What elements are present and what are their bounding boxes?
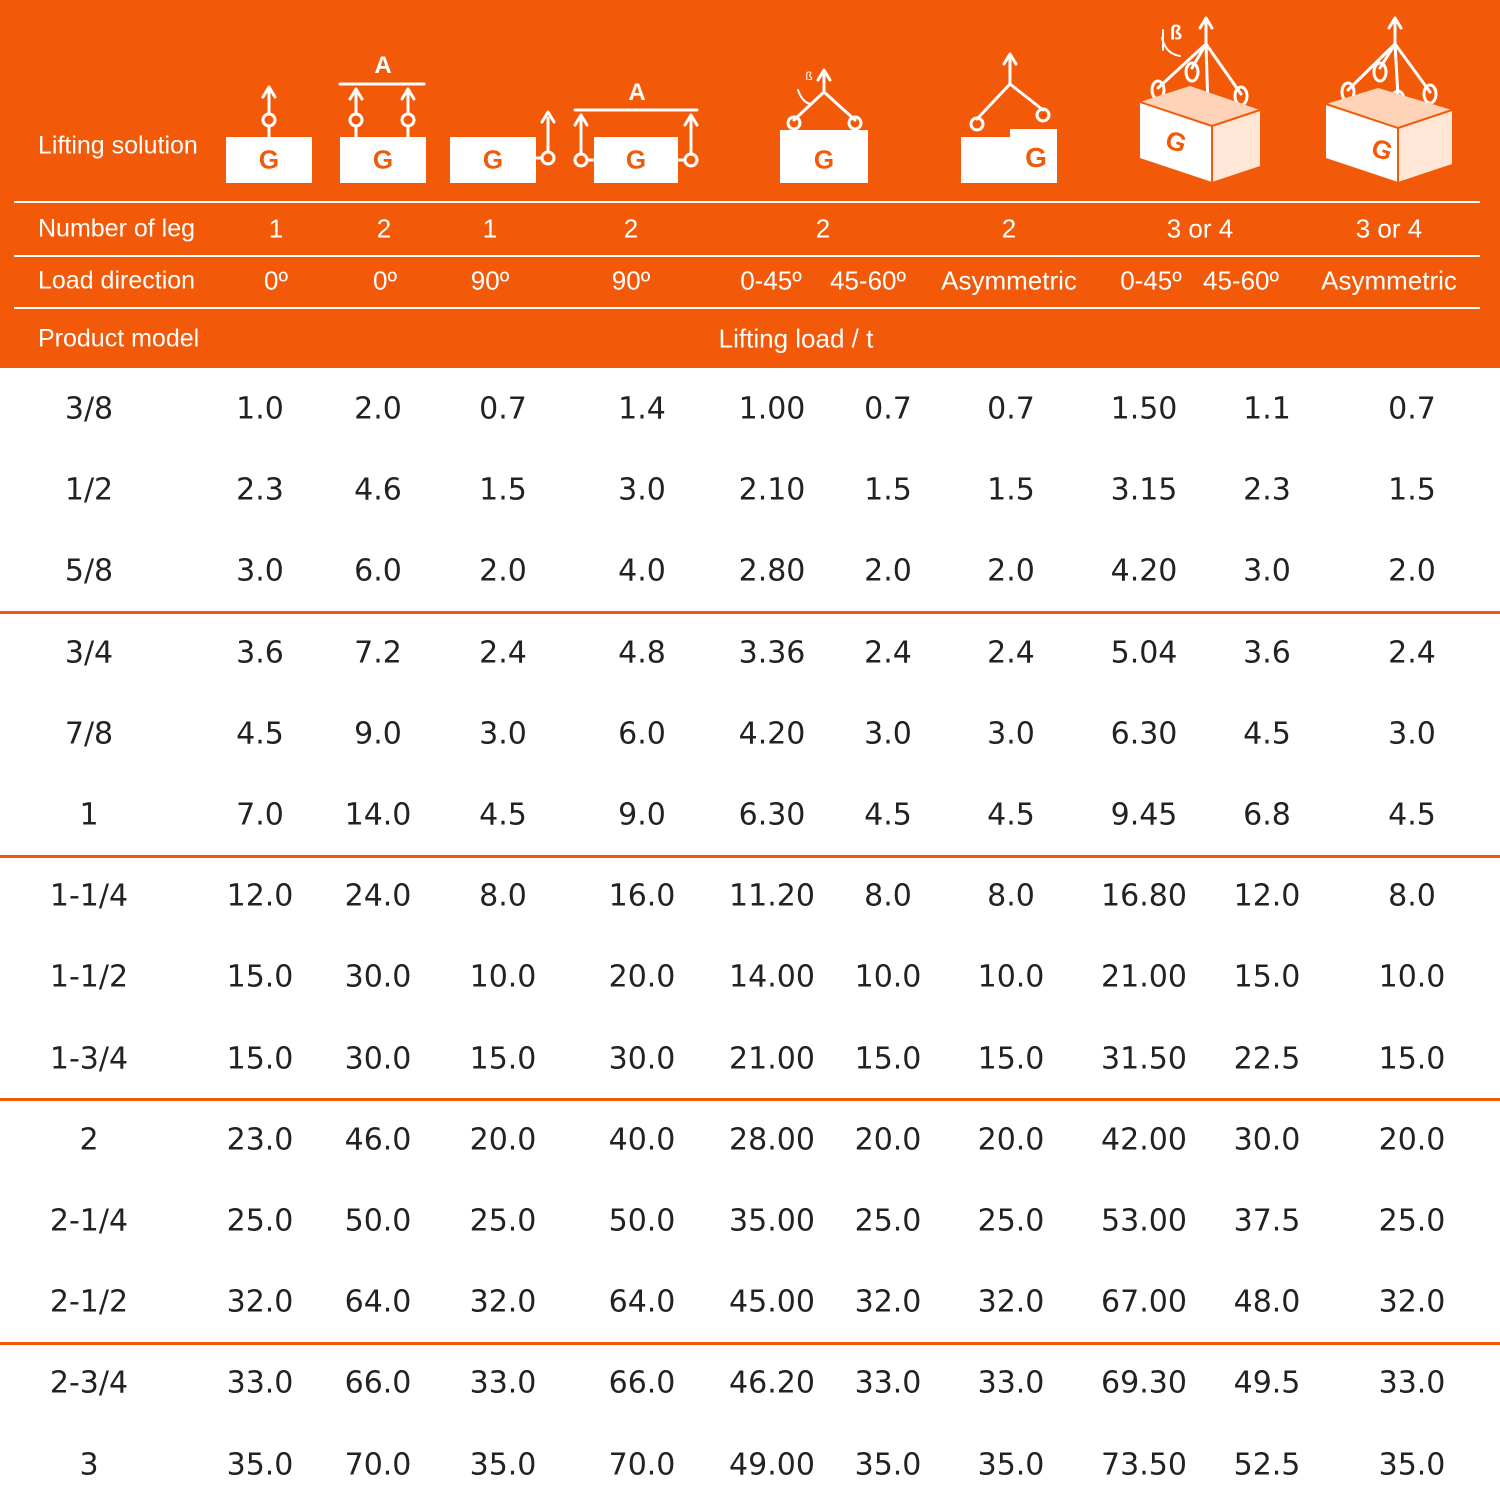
lifting-load-cell: 66.0 bbox=[344, 1365, 412, 1401]
lifting-load-cell: 23.0 bbox=[226, 1122, 294, 1158]
lifting-load-cell: 8.0 bbox=[864, 878, 912, 914]
leg-count: 3 or 4 bbox=[1166, 213, 1234, 244]
lifting-load-cell: 2.4 bbox=[864, 635, 912, 671]
product-model-cell: 3/4 bbox=[64, 635, 114, 671]
lifting-load-cell: 15.0 bbox=[469, 1041, 537, 1077]
lifting-load-cell: 10.0 bbox=[1378, 959, 1446, 995]
lifting-load-cell: 30.0 bbox=[608, 1041, 676, 1077]
box-letter-4: G bbox=[625, 144, 647, 175]
lifting-load-cell: 50.0 bbox=[344, 1203, 412, 1239]
leg-count: 2 bbox=[376, 213, 392, 244]
group-divider bbox=[0, 855, 1500, 858]
angle-label-1: ß bbox=[805, 69, 813, 83]
lifting-load-cell: 37.5 bbox=[1233, 1203, 1301, 1239]
lifting-load-cell: 46.0 bbox=[344, 1122, 412, 1158]
lifting-load-cell: 15.0 bbox=[1378, 1041, 1446, 1077]
lifting-load-cell: 64.0 bbox=[608, 1284, 676, 1320]
lifting-load-cell: 9.45 bbox=[1110, 797, 1178, 833]
lifting-load-cell: 4.8 bbox=[618, 635, 666, 671]
lifting-load-cell: 7.0 bbox=[236, 797, 284, 833]
lifting-load-cell: 1.0 bbox=[236, 391, 284, 427]
lifting-diagrams bbox=[0, 0, 1500, 200]
lifting-load-cell: 28.00 bbox=[729, 1122, 815, 1158]
lifting-load-cell: 35.0 bbox=[226, 1447, 294, 1483]
diagram-two-leg-angled bbox=[788, 70, 861, 129]
lifting-load-cell: 33.0 bbox=[469, 1365, 537, 1401]
lifting-load-cell: 9.0 bbox=[354, 716, 402, 752]
header-divider-1 bbox=[14, 201, 1480, 203]
product-model-cell: 2 bbox=[79, 1122, 99, 1158]
lifting-load-cell: 11.20 bbox=[729, 878, 815, 914]
lifting-load-cell: 4.6 bbox=[354, 472, 402, 508]
lifting-load-cell: 35.0 bbox=[469, 1447, 537, 1483]
lifting-load-cell: 2.80 bbox=[738, 553, 806, 589]
diagram-asymmetric-two-leg bbox=[971, 54, 1049, 130]
lifting-load-cell: 49.00 bbox=[729, 1447, 815, 1483]
product-model-cell: 7/8 bbox=[64, 716, 114, 752]
angle-label-2: ß bbox=[1169, 22, 1183, 45]
lifting-load-cell: 33.0 bbox=[977, 1365, 1045, 1401]
lifting-load-cell: 20.0 bbox=[977, 1122, 1045, 1158]
lifting-load-cell: 0.7 bbox=[864, 391, 912, 427]
lifting-load-cell: 30.0 bbox=[344, 1041, 412, 1077]
lifting-load-cell: 4.5 bbox=[1243, 716, 1291, 752]
lifting-load-cell: 0.7 bbox=[1388, 391, 1436, 427]
lifting-load-cell: 32.0 bbox=[1378, 1284, 1446, 1320]
lifting-load-cell: 20.0 bbox=[469, 1122, 537, 1158]
span-label-a-1: A bbox=[374, 52, 392, 79]
product-model-cell: 2-1/2 bbox=[49, 1284, 129, 1320]
lifting-load-cell: 1.50 bbox=[1110, 391, 1178, 427]
lifting-load-cell: 2.0 bbox=[987, 553, 1035, 589]
load-direction-value: 0º bbox=[264, 265, 288, 296]
leg-count: 2 bbox=[623, 213, 639, 244]
lifting-load-cell: 52.5 bbox=[1233, 1447, 1301, 1483]
lifting-load-cell: 32.0 bbox=[469, 1284, 537, 1320]
lifting-load-cell: 66.0 bbox=[608, 1365, 676, 1401]
lifting-load-cell: 3.0 bbox=[864, 716, 912, 752]
product-model-cell: 1-1/2 bbox=[49, 959, 129, 995]
lifting-load-cell: 12.0 bbox=[1233, 878, 1301, 914]
lifting-load-cell: 1.5 bbox=[987, 472, 1035, 508]
lifting-load-cell: 12.0 bbox=[226, 878, 294, 914]
lifting-load-label: Lifting load / t bbox=[718, 323, 874, 354]
lifting-load-cell: 8.0 bbox=[987, 878, 1035, 914]
lifting-load-cell: 32.0 bbox=[977, 1284, 1045, 1320]
diagram-single-vertical bbox=[263, 87, 275, 137]
lifting-load-cell: 6.30 bbox=[1110, 716, 1178, 752]
box-letter-3: G bbox=[482, 144, 504, 175]
lifting-load-cell: 4.5 bbox=[1388, 797, 1436, 833]
lifting-load-cell: 3.0 bbox=[236, 553, 284, 589]
load-direction-value: 0-45º bbox=[740, 265, 802, 296]
lifting-load-cell: 2.3 bbox=[1243, 472, 1291, 508]
lifting-load-cell: 9.0 bbox=[618, 797, 666, 833]
product-model-cell: 2-1/4 bbox=[49, 1203, 129, 1239]
lifting-load-cell: 20.0 bbox=[1378, 1122, 1446, 1158]
product-model-label: Product model bbox=[38, 324, 200, 353]
load-direction-value: Asymmetric bbox=[941, 265, 1077, 296]
lifting-load-cell: 70.0 bbox=[344, 1447, 412, 1483]
lifting-load-cell: 0.7 bbox=[479, 391, 527, 427]
lifting-load-cell: 6.8 bbox=[1243, 797, 1291, 833]
lifting-load-cell: 1.5 bbox=[1388, 472, 1436, 508]
lifting-load-cell: 4.5 bbox=[479, 797, 527, 833]
box-letter-7: G bbox=[1161, 124, 1191, 159]
lifting-load-cell: 3.6 bbox=[236, 635, 284, 671]
product-model-cell: 3/8 bbox=[64, 391, 114, 427]
lifting-load-cell: 20.0 bbox=[854, 1122, 922, 1158]
lifting-load-cell: 1.1 bbox=[1243, 391, 1291, 427]
header-divider-3 bbox=[14, 307, 1480, 309]
product-model-cell: 5/8 bbox=[64, 553, 114, 589]
header-band bbox=[0, 0, 1500, 368]
product-model-cell: 3 bbox=[79, 1447, 99, 1483]
lifting-load-cell: 4.5 bbox=[864, 797, 912, 833]
product-model-cell: 1-3/4 bbox=[49, 1041, 129, 1077]
lifting-load-cell: 15.0 bbox=[226, 1041, 294, 1077]
span-label-a-2: A bbox=[628, 79, 646, 106]
box-letter-2: G bbox=[372, 144, 394, 175]
lifting-load-cell: 14.00 bbox=[729, 959, 815, 995]
lifting-load-cell: 4.20 bbox=[1110, 553, 1178, 589]
lifting-load-cell: 1.00 bbox=[738, 391, 806, 427]
lifting-load-cell: 10.0 bbox=[469, 959, 537, 995]
lifting-load-cell: 8.0 bbox=[1388, 878, 1436, 914]
lifting-load-cell: 2.4 bbox=[1388, 635, 1436, 671]
load-direction-value: Asymmetric bbox=[1321, 265, 1457, 296]
lifting-load-cell: 35.0 bbox=[1378, 1447, 1446, 1483]
diagram-two-vertical bbox=[340, 84, 424, 137]
lifting-load-cell: 69.30 bbox=[1101, 1365, 1187, 1401]
lifting-load-cell: 4.20 bbox=[738, 716, 806, 752]
lifting-load-cell: 49.5 bbox=[1233, 1365, 1301, 1401]
header-divider-2 bbox=[14, 255, 1480, 257]
lifting-load-cell: 45.00 bbox=[729, 1284, 815, 1320]
lifting-load-cell: 20.0 bbox=[608, 959, 676, 995]
lifting-load-cell: 2.4 bbox=[987, 635, 1035, 671]
lifting-load-cell: 50.0 bbox=[608, 1203, 676, 1239]
lifting-load-cell: 70.0 bbox=[608, 1447, 676, 1483]
box-letter-8: G bbox=[1367, 132, 1397, 167]
lifting-load-cell: 25.0 bbox=[1378, 1203, 1446, 1239]
lifting-load-cell: 15.0 bbox=[226, 959, 294, 995]
lifting-load-cell: 35.00 bbox=[729, 1203, 815, 1239]
lifting-load-cell: 3.0 bbox=[987, 716, 1035, 752]
product-model-cell: 1/2 bbox=[64, 472, 114, 508]
lifting-load-cell: 35.0 bbox=[977, 1447, 1045, 1483]
lifting-load-cell: 42.00 bbox=[1101, 1122, 1187, 1158]
lifting-load-cell: 64.0 bbox=[344, 1284, 412, 1320]
lifting-load-cell: 8.0 bbox=[479, 878, 527, 914]
lifting-load-cell: 2.3 bbox=[236, 472, 284, 508]
group-divider bbox=[0, 1342, 1500, 1345]
lifting-load-cell: 14.0 bbox=[344, 797, 412, 833]
lifting-load-cell: 22.5 bbox=[1233, 1041, 1301, 1077]
load-direction-label: Load direction bbox=[38, 266, 196, 295]
lifting-load-cell: 2.0 bbox=[1388, 553, 1436, 589]
lifting-load-cell: 21.00 bbox=[1101, 959, 1187, 995]
lifting-load-cell: 6.0 bbox=[354, 553, 402, 589]
lifting-load-cell: 33.0 bbox=[854, 1365, 922, 1401]
product-model-cell: 2-3/4 bbox=[49, 1365, 129, 1401]
lifting-load-cell: 25.0 bbox=[469, 1203, 537, 1239]
lifting-load-cell: 7.2 bbox=[354, 635, 402, 671]
lifting-load-cell: 6.0 bbox=[618, 716, 666, 752]
lifting-solution-label: Lifting solution bbox=[38, 131, 198, 160]
lifting-load-cell: 3.15 bbox=[1110, 472, 1178, 508]
lifting-load-cell: 10.0 bbox=[854, 959, 922, 995]
lifting-load-cell: 10.0 bbox=[977, 959, 1045, 995]
lifting-load-cell: 15.0 bbox=[977, 1041, 1045, 1077]
lifting-load-cell: 32.0 bbox=[854, 1284, 922, 1320]
lifting-load-cell: 40.0 bbox=[608, 1122, 676, 1158]
lifting-load-cell: 6.30 bbox=[738, 797, 806, 833]
lifting-load-cell: 46.20 bbox=[729, 1365, 815, 1401]
load-direction-value: 90º bbox=[611, 265, 651, 296]
lifting-load-cell: 5.04 bbox=[1110, 635, 1178, 671]
leg-count: 2 bbox=[815, 213, 831, 244]
lifting-load-cell: 30.0 bbox=[1233, 1122, 1301, 1158]
box-letter-6: G bbox=[1025, 142, 1047, 173]
lifting-load-cell: 1.5 bbox=[864, 472, 912, 508]
load-direction-value: 45-60º bbox=[1203, 265, 1279, 296]
lifting-load-cell: 53.00 bbox=[1101, 1203, 1187, 1239]
lifting-load-cell: 0.7 bbox=[987, 391, 1035, 427]
box-letter-1: G bbox=[258, 144, 280, 175]
load-direction-value: 0º bbox=[373, 265, 397, 296]
lifting-load-cell: 73.50 bbox=[1101, 1447, 1187, 1483]
lifting-load-cell: 25.0 bbox=[854, 1203, 922, 1239]
lifting-load-cell: 3.0 bbox=[1388, 716, 1436, 752]
lifting-load-cell: 3.6 bbox=[1243, 635, 1291, 671]
lifting-load-cell: 48.0 bbox=[1233, 1284, 1301, 1320]
lifting-load-cell: 2.0 bbox=[354, 391, 402, 427]
load-direction-value: 90º bbox=[470, 265, 510, 296]
lifting-load-cell: 24.0 bbox=[344, 878, 412, 914]
leg-count: 2 bbox=[1001, 213, 1017, 244]
product-model-cell: 1-1/4 bbox=[49, 878, 129, 914]
lifting-load-cell: 35.0 bbox=[854, 1447, 922, 1483]
diagram-side-lift bbox=[537, 112, 554, 164]
lifting-load-cell: 4.5 bbox=[236, 716, 284, 752]
lifting-load-cell: 30.0 bbox=[344, 959, 412, 995]
lifting-load-cell: 4.5 bbox=[987, 797, 1035, 833]
lifting-load-cell: 16.80 bbox=[1101, 878, 1187, 914]
group-divider bbox=[0, 1098, 1500, 1101]
lifting-load-cell: 3.36 bbox=[738, 635, 806, 671]
lifting-load-cell: 67.00 bbox=[1101, 1284, 1187, 1320]
leg-count: 1 bbox=[482, 213, 498, 244]
lifting-load-cell: 2.0 bbox=[864, 553, 912, 589]
box-letter-5: G bbox=[813, 144, 835, 175]
lifting-load-cell: 1.4 bbox=[618, 391, 666, 427]
lifting-load-cell: 31.50 bbox=[1101, 1041, 1187, 1077]
lifting-load-cell: 3.0 bbox=[618, 472, 666, 508]
number-of-leg-label: Number of leg bbox=[38, 214, 196, 243]
lifting-load-cell: 2.4 bbox=[479, 635, 527, 671]
product-model-cell: 1 bbox=[79, 797, 99, 833]
lifting-load-cell: 15.0 bbox=[854, 1041, 922, 1077]
lifting-load-cell: 33.0 bbox=[1378, 1365, 1446, 1401]
lifting-load-cell: 15.0 bbox=[1233, 959, 1301, 995]
load-direction-value: 0-45º bbox=[1120, 265, 1182, 296]
lifting-load-cell: 25.0 bbox=[226, 1203, 294, 1239]
lifting-load-cell: 2.10 bbox=[738, 472, 806, 508]
load-direction-value: 45-60º bbox=[830, 265, 906, 296]
leg-count: 1 bbox=[268, 213, 284, 244]
lifting-load-cell: 33.0 bbox=[226, 1365, 294, 1401]
lifting-load-cell: 21.00 bbox=[729, 1041, 815, 1077]
lifting-load-cell: 2.0 bbox=[479, 553, 527, 589]
lifting-load-cell: 4.0 bbox=[618, 553, 666, 589]
load-box-7 bbox=[1140, 86, 1260, 182]
lifting-load-cell: 3.0 bbox=[479, 716, 527, 752]
group-divider bbox=[0, 611, 1500, 614]
lifting-load-cell: 1.5 bbox=[479, 472, 527, 508]
lifting-load-cell: 25.0 bbox=[977, 1203, 1045, 1239]
lifting-load-cell: 3.0 bbox=[1243, 553, 1291, 589]
lifting-load-cell: 16.0 bbox=[608, 878, 676, 914]
leg-count: 3 or 4 bbox=[1355, 213, 1423, 244]
lifting-load-cell: 32.0 bbox=[226, 1284, 294, 1320]
